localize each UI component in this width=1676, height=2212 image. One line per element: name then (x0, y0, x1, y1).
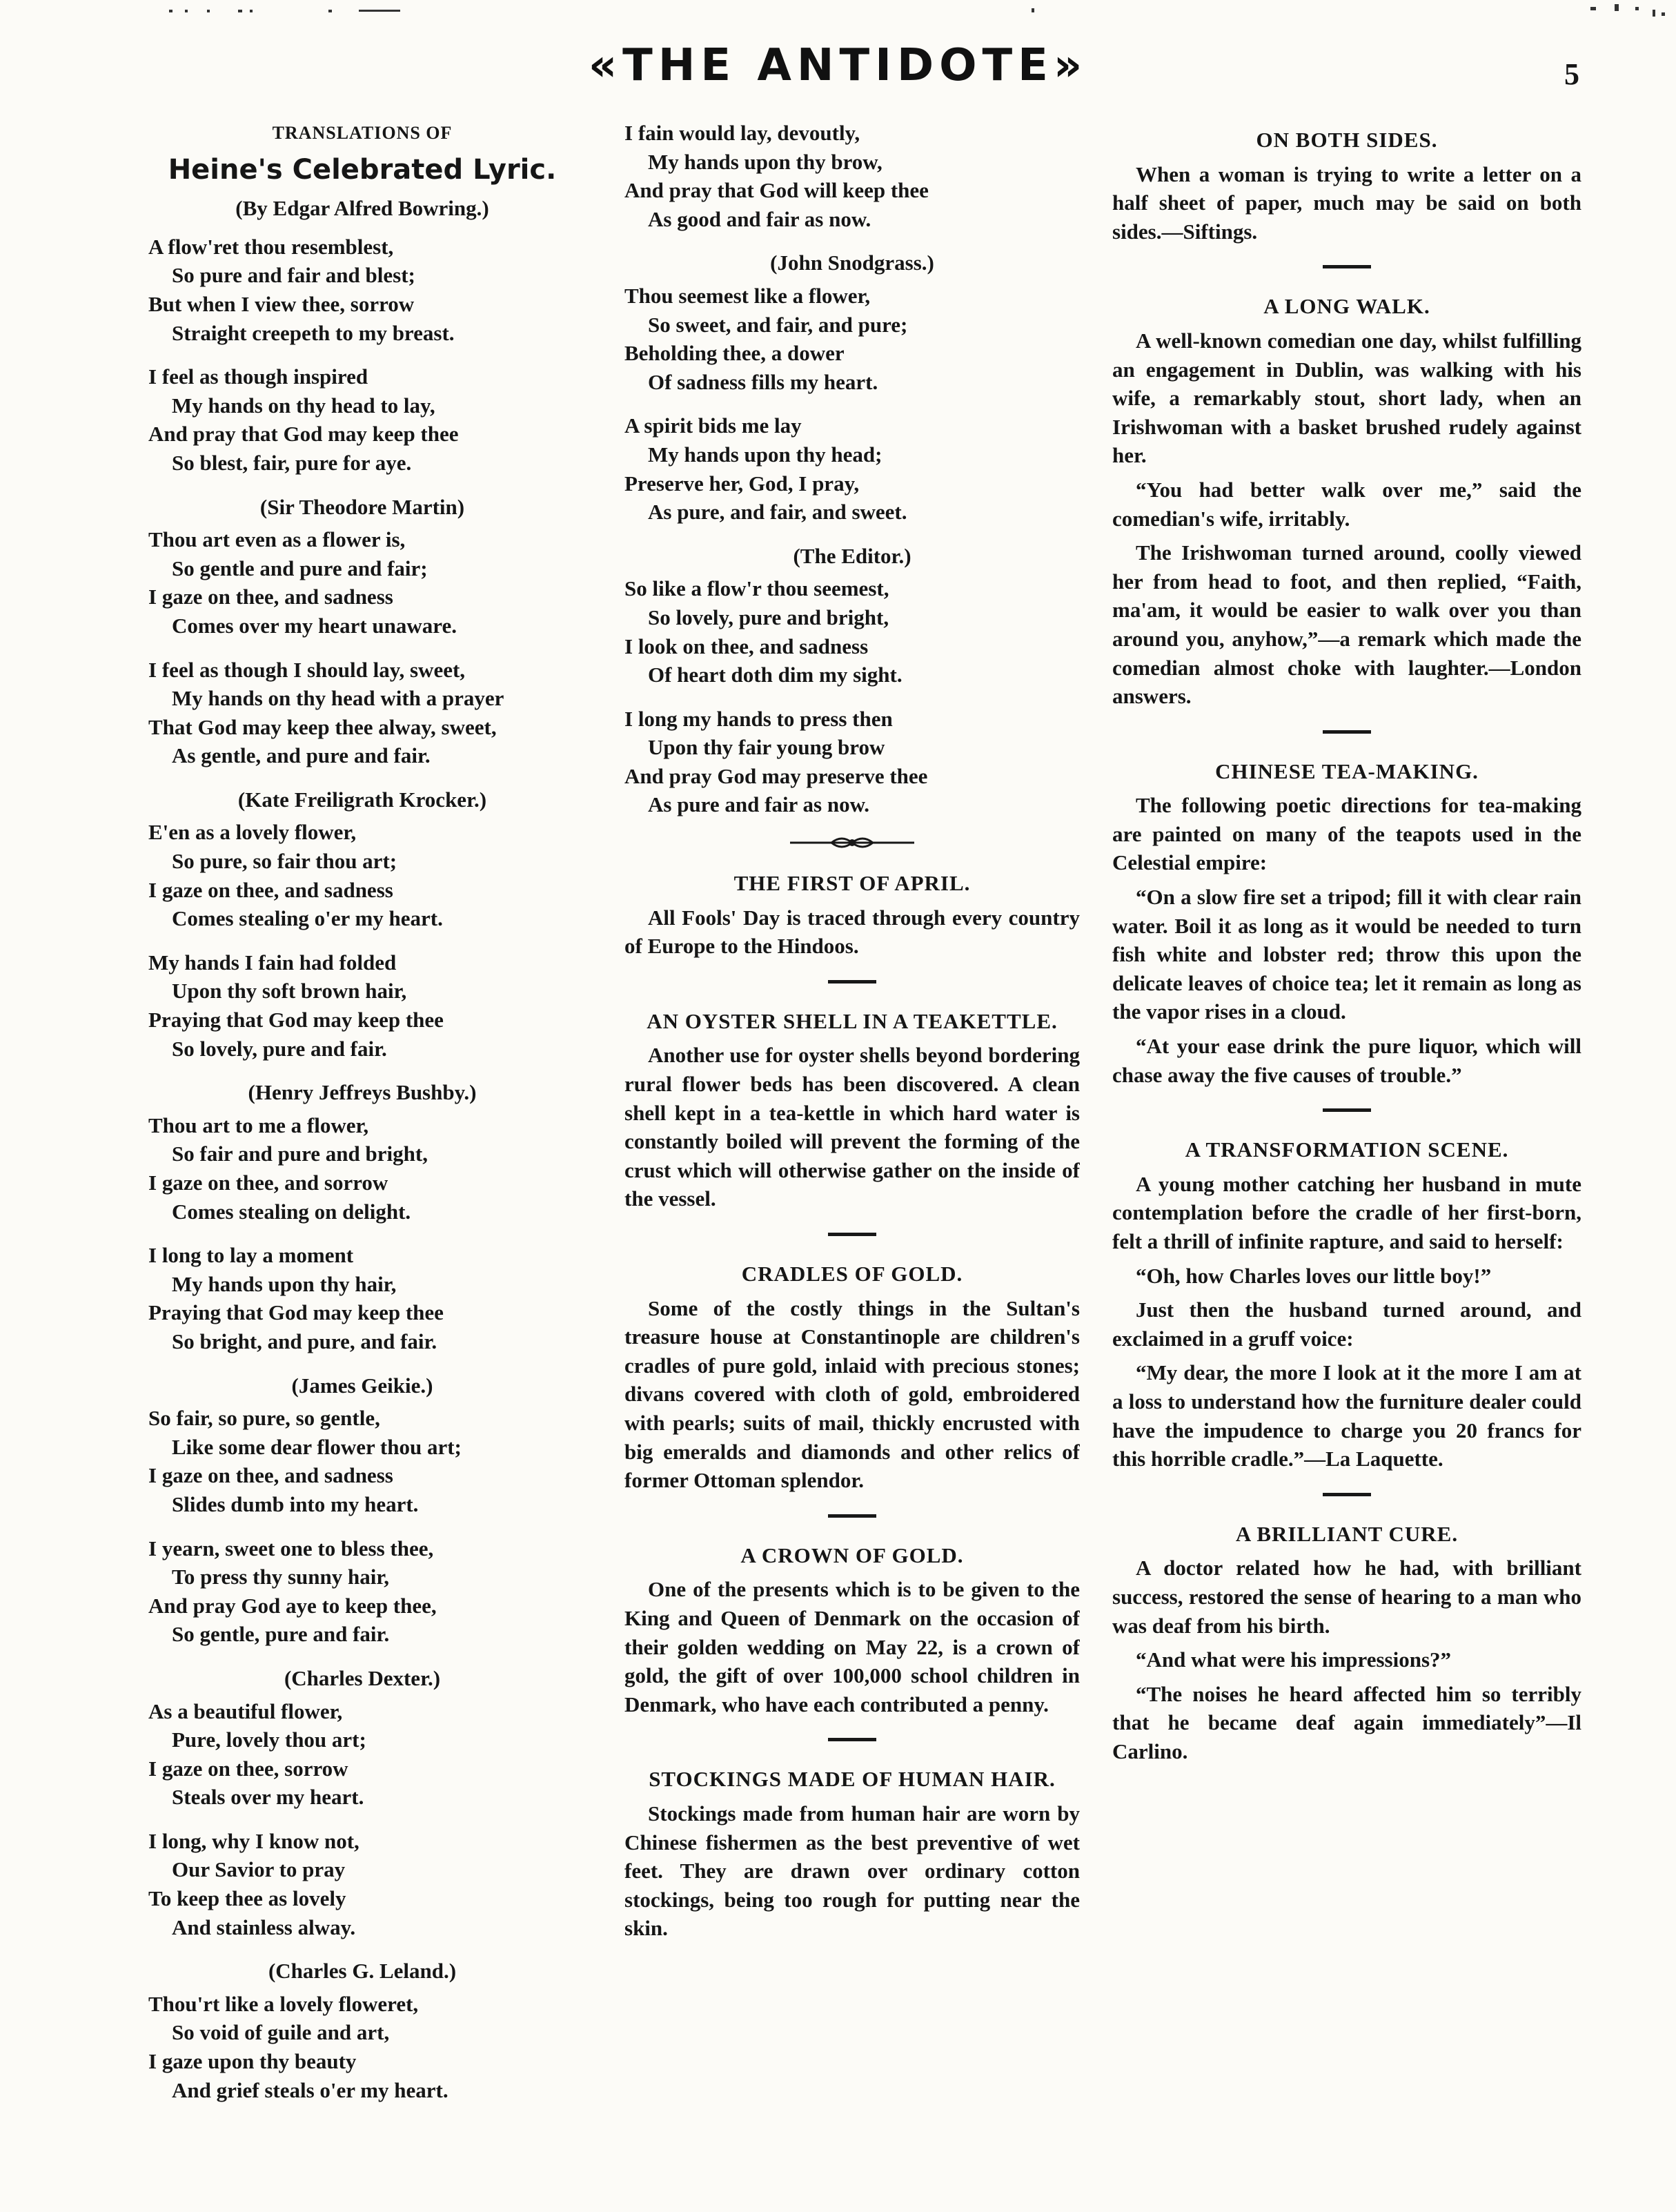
attrib-snodgrass: (John Snodgrass.) (770, 251, 934, 275)
poem-line: Thou art even as a flower is, (148, 527, 406, 552)
poem-line: Comes stealing o'er my heart. (172, 906, 443, 931)
poem-line: I gaze on thee, sorrow (148, 1756, 348, 1781)
poem-line: I gaze upon thy beauty (148, 2049, 357, 2074)
article-headline: A BRILLIANT CURE. (1235, 1521, 1459, 1546)
poem-line: Thou'rt like a lovely floweret, (148, 1991, 419, 2016)
poem-stanza (148, 1697, 576, 1812)
poem-byline: (By Edgar Alfred Bowring.) (235, 196, 489, 221)
poem-line: So gentle, pure and fair. (172, 1622, 390, 1647)
article-headline: CRADLES OF GOLD. (741, 1262, 963, 1286)
attrib-martin: (Sir Theodore Martin) (259, 494, 465, 519)
poem-stanza (624, 119, 1080, 233)
poem-line: A spirit bids me lay (624, 413, 802, 438)
poem-line: Our Savior to pray (172, 1857, 346, 1882)
poem-line: I long my hands to press then (624, 706, 893, 731)
poem-line: So gentle and pure and fair; (172, 556, 428, 580)
rule-separator (828, 1233, 876, 1236)
poem-line: I fain would lay, devoutly, (624, 121, 860, 145)
poem-martin (148, 525, 576, 770)
poem-line: And grief steals o'er my heart. (172, 2077, 448, 2102)
rule-separator (1323, 265, 1371, 268)
article-paragraph: Just then the husband turned around, and exclaimed in a gruff voice: (1112, 1298, 1581, 1351)
poem-line: As gentle, and pure and fair. (172, 743, 431, 768)
article-paragraph: Some of the costly things in the Sultan's treasure house at Constantinople are children's cradles of pure gold, inlaid with precious stones; divans covered with cloth of gold, embroidered with pearls; suits of mail, thickly encrusted with big emeralds and diamonds and other relics of former Ottoman splendor. (624, 1295, 1080, 1493)
article-paragraph: A young mother catching her husband in mute contemplation before the cradle of her first-born, felt a thrill of infinite rapture, and said to herself: (1112, 1171, 1581, 1253)
ornament-divider (783, 834, 921, 851)
poem-line: Praying that God may keep thee (148, 1008, 444, 1032)
article-paragraph: All Fools' Day is traced through every country of Europe to the Hindoos. (624, 905, 1080, 959)
poem-line: Upon thy soft brown hair, (172, 979, 407, 1004)
poem-line: That God may keep thee alway, sweet, (148, 714, 497, 739)
poem-line: As a beautiful flower, (148, 1699, 343, 1723)
poem-stanza (148, 1111, 576, 1226)
poem-line: Pure, lovely thou art; (172, 1727, 366, 1752)
article-paragraph: “And what were his impressions?” (1136, 1647, 1452, 1672)
poem-line: Like some dear flower thou art; (172, 1434, 462, 1459)
article-headline: A LONG WALK. (1263, 294, 1430, 319)
poem-line: My hands upon thy head; (648, 442, 883, 467)
poem-krocker (148, 818, 576, 1063)
article-paragraph: “You had better walk over me,” said the comedian's wife, irritably. (1112, 477, 1581, 531)
article-paragraph: Another use for oyster shells beyond bordering rural flower beds has been discovered. A clean shell kept in a tea-kettle in which hard water is constantly boiled will prevent the forming of the crust which will otherwise gather on the inside of the vessel. (624, 1043, 1080, 1211)
attrib-dexter: (Charles Dexter.) (284, 1665, 441, 1690)
masthead (0, 40, 1676, 102)
article (1112, 292, 1581, 733)
poem-stanza (148, 1404, 576, 1518)
poem-line: I feel as though inspired (148, 364, 368, 389)
poem-dexter (148, 1697, 576, 1942)
article-paragraph: A well-known comedian one day, whilst fulfilling an engagement in Dublin, was walking with his wife, a remarkably stout, short lady, when an Irishwoman with a basket brushed rudely against her. (1112, 328, 1581, 468)
poem-stanza (148, 1241, 576, 1355)
poem-line: My hands upon thy hair, (172, 1271, 397, 1296)
poem-line: So sweet, and fair, and pure; (648, 312, 908, 337)
poem-bushby (148, 1111, 576, 1356)
poem-line: So fair and pure and bright, (172, 1142, 428, 1166)
poem-line: As pure, and fair, and sweet. (648, 500, 907, 525)
poem-line: So void of guile and art, (172, 2020, 390, 2045)
rule-separator (1323, 1493, 1371, 1496)
poem-stanza (624, 411, 1080, 526)
poem-stanza (148, 948, 576, 1063)
poem-line: Straight creepeth to my breast. (172, 320, 455, 345)
poem-line: And pray God aye to keep thee, (148, 1593, 437, 1618)
poem-line: Steals over my heart. (172, 1785, 364, 1810)
poem-line: So pure, so fair thou art; (172, 849, 397, 874)
article-headline: AN OYSTER SHELL IN A TEAKETTLE. (647, 1008, 1058, 1033)
poem-leland-cont (624, 119, 1080, 233)
poem-line: I gaze on thee, and sadness (148, 585, 393, 609)
article-headline: A CROWN OF GOLD. (740, 1543, 964, 1567)
poem-line: Of heart doth dim my sight. (648, 663, 903, 687)
poem-geikie (148, 1404, 576, 1649)
article-paragraph: “Oh, how Charles loves our little boy!” (1136, 1263, 1492, 1288)
poem-line: So blest, fair, pure for aye. (172, 450, 412, 475)
poem-stanza (148, 1827, 576, 1941)
poem-stanza (148, 1534, 576, 1649)
articles-col3 (1112, 126, 1581, 1766)
poem-stanza (148, 525, 576, 640)
article (624, 869, 1080, 983)
attrib-krocker: (Kate Freiligrath Krocker.) (237, 787, 487, 812)
article-paragraph: One of the presents which is to be given to the King and Queen of Denmark on the occasion of their golden wedding on May 22, is a crown of gold, the gift of over 100,000 school children in Denmark, who have each contributed a penny. (624, 1577, 1080, 1716)
poem-line: To keep thee as lovely (148, 1886, 346, 1911)
poem-stanza (148, 362, 576, 477)
masthead-title: «THE ANTIDOTE» (588, 40, 1088, 91)
poem-snodgrass (624, 282, 1080, 527)
article (1112, 1520, 1581, 1766)
poem-line: I gaze on thee, and sadness (148, 877, 393, 902)
poem-line: I yearn, sweet one to bless thee, (148, 1536, 434, 1560)
article (624, 1765, 1080, 1943)
poem-line: So lovely, pure and fair. (172, 1036, 387, 1061)
article-headline: ON BOTH SIDES. (1256, 128, 1438, 152)
article-paragraph: “At your ease drink the pure liquor, which will chase away the five causes of trouble.” (1112, 1034, 1581, 1087)
poem-stanza (148, 1990, 576, 2104)
poem-line: So pure and fair and blest; (172, 263, 415, 288)
articles-col2 (624, 869, 1080, 1943)
poem-line: To press thy sunny hair, (172, 1565, 390, 1589)
poem-line: So like a flow'r thou seemest, (624, 576, 889, 601)
series-label: TRANSLATIONS OF (272, 123, 453, 143)
rule-separator (828, 1738, 876, 1741)
print-specks (0, 0, 1676, 28)
poem-line: As good and fair as now. (648, 206, 871, 231)
poem-line: A flow'ret thou resemblest, (148, 234, 394, 259)
poem-line: My hands upon thy brow, (648, 149, 883, 174)
poem-stanza (148, 656, 576, 770)
poem-line: I gaze on thee, and sadness (148, 1463, 393, 1488)
article-paragraph: “The noises he heard affected him so terribly that he became deaf again immediately”—Il Carlino. (1112, 1681, 1581, 1763)
poem-line: Upon thy fair young brow (648, 735, 885, 760)
page-number: 5 (1564, 57, 1579, 91)
poem-line: Of sadness fills my heart. (648, 369, 878, 394)
poem-line: Beholding thee, a dower (624, 341, 845, 366)
article-headline: CHINESE TEA-MAKING. (1215, 758, 1479, 783)
poem-line: I gaze on thee, and sorrow (148, 1171, 388, 1195)
poem-stanza (148, 233, 576, 347)
poem-line: My hands I fain had folded (148, 950, 397, 975)
poem-bowring (148, 233, 576, 478)
poem-line: I long to lay a moment (148, 1243, 354, 1268)
poem-stanza (624, 705, 1080, 819)
column-2 (624, 119, 1080, 2184)
poem-line: I feel as though I should lay, sweet, (148, 657, 466, 682)
poem-stanza (624, 282, 1080, 396)
poem-line: But when I view thee, sorrow (148, 291, 415, 316)
attrib-editor: (The Editor.) (793, 543, 911, 568)
poem-line: Comes over my heart unaware. (172, 613, 457, 638)
article (1112, 1135, 1581, 1496)
poem-line: And pray God may preserve thee (624, 763, 928, 788)
poem-line: Comes stealing on delight. (172, 1199, 411, 1224)
article-headline: A TRANSFORMATION SCENE. (1185, 1137, 1509, 1162)
rule-separator (1323, 730, 1371, 734)
poem-line: And pray that God may keep thee (148, 422, 459, 447)
poem-line: So bright, and pure, and fair. (172, 1329, 437, 1353)
article (1112, 757, 1581, 1113)
article (624, 1541, 1080, 1742)
article-paragraph: “On a slow fire set a tripod; fill it with clear rain water. Boil it as long as it would be needed to turn fish white and lobster red; throw this upon the delicate leaves of choice tea; let it remain as long as the vapor rises in a cloud. (1112, 885, 1581, 1024)
poem-line: Preserve her, God, I pray, (624, 471, 860, 496)
column-3 (1112, 119, 1581, 2184)
attrib-bushby: (Henry Jeffreys Bushby.) (248, 1080, 477, 1105)
poem-stanza (624, 574, 1080, 689)
article (624, 1007, 1080, 1236)
rule-separator (828, 1514, 876, 1518)
article-paragraph: “My dear, the more I look at it the more I am at a loss to understand how the furniture dealer could have the impudence to charge you 20 francs for this horrible cradle.”—La Laquette. (1112, 1360, 1581, 1471)
article-paragraph: Stockings made from human hair are worn by Chinese fishermen as the best preventive of wet feet. They are drawn over ordinary cotton stockings, being too rough for putting near the skin. (624, 1801, 1080, 1941)
column-1 (148, 119, 576, 2184)
article-paragraph: The Irishwoman turned around, coolly viewed her from head to foot, and then replied, “Faith, ma'am, it would be easier to walk over you than around you, anyhow,”—a remark which made the comedian almost choke with laughter.—London answers. (1112, 540, 1581, 709)
poem-line: So fair, so pure, so gentle, (148, 1406, 380, 1431)
attrib-leland: (Charles G. Leland.) (268, 1959, 457, 1984)
poem-line: Praying that God may keep thee (148, 1300, 444, 1325)
poem-line: My hands on thy head with a prayer (172, 686, 504, 711)
poem-line: I look on thee, and sadness (624, 634, 869, 658)
poem-line: And stainless alway. (172, 1915, 356, 1939)
article (1112, 126, 1581, 268)
article-paragraph: A doctor related how he had, with brilliant success, restored the sense of hearing to a man who was deaf from his birth. (1112, 1556, 1581, 1638)
rule-separator (1323, 1108, 1371, 1112)
article-headline: STOCKINGS MADE OF HUMAN HAIR. (649, 1767, 1056, 1792)
poem-stanza (148, 818, 576, 932)
poem-line: My hands on thy head to lay, (172, 393, 435, 418)
poem-line: Thou art to me a flower, (148, 1113, 369, 1137)
article-headline: THE FIRST OF APRIL. (733, 871, 971, 896)
article-paragraph: The following poetic directions for tea-making are painted on many of the teapots used in the Celestial empire: (1112, 793, 1581, 875)
poem-editor (624, 574, 1080, 819)
rule-separator (828, 980, 876, 983)
attrib-geikie: (James Geikie.) (291, 1373, 433, 1398)
poem-line: Thou seemest like a flower, (624, 283, 871, 308)
series-title: Heine's Celebrated Lyric. (168, 153, 557, 186)
poem-line: So lovely, pure and bright, (648, 605, 889, 629)
poem-line: As pure and fair as now. (648, 792, 869, 817)
poem-line: And pray that God will keep thee (624, 178, 929, 203)
article (624, 1260, 1080, 1518)
poem-leland (148, 1990, 576, 2104)
poem-line: I long, why I know not, (148, 1828, 359, 1853)
article-paragraph: When a woman is trying to write a letter on a half sheet of paper, much may be said on both sides.—Siftings. (1112, 162, 1581, 244)
poem-line: E'en as a lovely flower, (148, 820, 357, 845)
poem-line: Slides dumb into my heart. (172, 1491, 419, 1516)
